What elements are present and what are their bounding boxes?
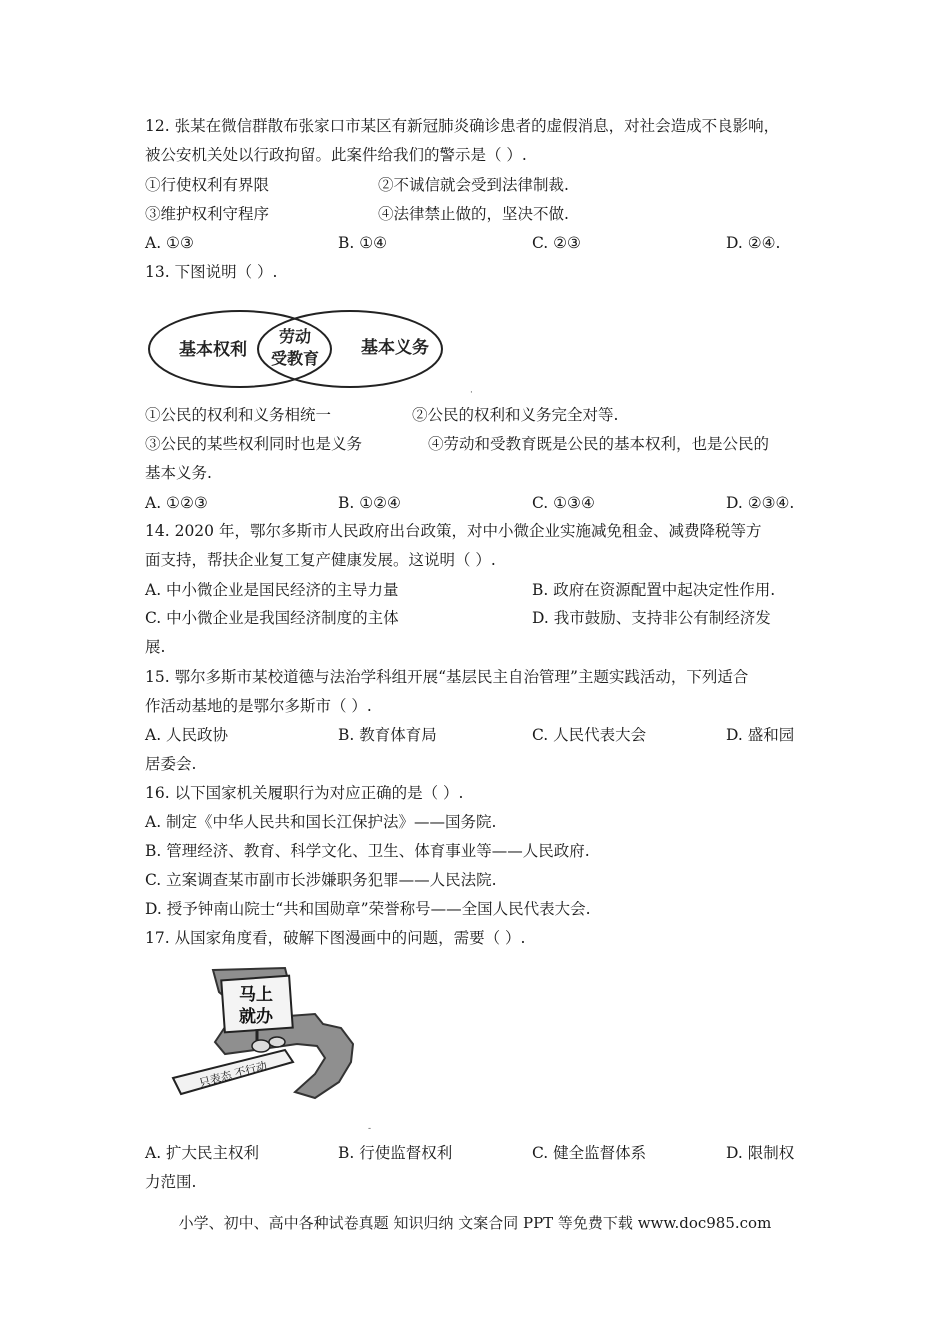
q14-option-d-cont: 展. — [145, 638, 166, 656]
hand-right — [269, 1037, 285, 1047]
q13-statement-4: ④劳动和受教育既是公民的基本权利，也是公民的 — [428, 435, 770, 453]
q15-option-d-cont: 居委会. — [145, 755, 197, 773]
q16-option-d: D. 授予钟南山院士“共和国勋章”荣誉称号——全国人民代表大会. — [145, 900, 591, 918]
q15-option-a: A. 人民政协 — [145, 726, 229, 744]
q14-option-b: B. 政府在资源配置中起决定性作用. — [532, 581, 776, 599]
q16-option-b: B. 管理经济、教育、科学文化、卫生、体育事业等——人民政府. — [145, 842, 590, 860]
q15-stem-line1: 15. 鄂尔多斯市某校道德与法治学科组开展“基层民主自治管理”主题实践活动，下列适合 — [145, 668, 749, 686]
q16-option-c: C. 立案调查某市副市长涉嫌职务犯罪——人民法院. — [145, 871, 497, 889]
q17-option-d-cont: 力范围. — [145, 1173, 197, 1191]
q14-option-a: A. 中小微企业是国民经济的主导力量 — [145, 581, 399, 599]
q15-stem-line2: 作活动基地的是鄂尔多斯市（ ）. — [145, 697, 372, 715]
q17-option-d: D. 限制权 — [726, 1144, 795, 1162]
venn-right-label: 基本义务 — [361, 338, 429, 358]
rights-duties-venn-diagram — [145, 306, 475, 392]
q15-option-d: D. 盛和园 — [726, 726, 795, 744]
stray-mark-2: - — [368, 1124, 372, 1134]
q17-stem: 17. 从国家角度看，破解下图漫画中的问题，需要（ ）. — [145, 929, 526, 947]
q13-statement-2: ②公民的权利和义务完全对等. — [412, 406, 619, 424]
ribbon-text: 只表态 不行动 — [197, 1059, 269, 1090]
q17-option-c: C. 健全监督体系 — [532, 1144, 647, 1162]
q13-option-c: C. ①③④ — [532, 494, 595, 512]
q14-stem-line1: 14. 2020 年，鄂尔多斯市人民政府出台政策，对中小微企业实施减免租金、减费降税等方 — [145, 522, 762, 540]
sign-text-line1: 马上 — [239, 985, 273, 1005]
q17-option-a: A. 扩大民主权利 — [145, 1144, 260, 1162]
q16-stem: 16. 以下国家机关履职行为对应正确的是（ ）. — [145, 784, 464, 802]
q12-statement-2: ②不诚信就会受到法律制裁. — [378, 176, 569, 194]
venn-center-label-bottom: 受教育 — [270, 349, 320, 368]
q16-option-a: A. 制定《中华人民共和国长江保护法》——国务院. — [145, 813, 497, 831]
q12-stem-line2: 被公安机关处以行政拘留。此案件给我们的警示是（ ）. — [145, 146, 527, 164]
q14-option-c: C. 中小微企业是我国经济制度的主体 — [145, 609, 399, 627]
page-footer: 小学、初中、高中各种试卷真题 知识归纳 文案合同 PPT 等免费下载 www.doc985.com — [178, 1214, 772, 1232]
q13-option-b: B. ①②④ — [338, 494, 401, 512]
cartoon-horse-character — [165, 962, 360, 1107]
q17-option-b: B. 行使监督权利 — [338, 1144, 453, 1162]
venn-left-label: 基本权利 — [179, 340, 247, 360]
q12-statement-1: ①行使权利有界限 — [145, 176, 270, 194]
stray-mark: · — [470, 388, 473, 398]
q15-option-c: C. 人民代表大会 — [532, 726, 647, 744]
q13-statement-1: ①公民的权利和义务相统一 — [145, 406, 332, 424]
q12-stem-line1: 12. 张某在微信群散布张家口市某区有新冠肺炎确诊患者的虚假消息，对社会造成不良影响， — [145, 117, 780, 135]
q13-statement-4-cont: 基本义务. — [145, 464, 212, 482]
q14-stem-line2: 面支持，帮扶企业复工复产健康发展。这说明（ ）. — [145, 551, 496, 569]
q13-statement-3: ③公民的某些权利同时也是义务 — [145, 435, 363, 453]
q13-stem: 13. 下图说明（ ）. — [145, 263, 278, 281]
q12-option-b: B. ①④ — [338, 234, 388, 252]
q12-option-c: C. ②③ — [532, 234, 581, 252]
q12-statement-3: ③维护权利守程序 — [145, 205, 270, 223]
venn-center-label-top: 劳动 — [278, 327, 312, 346]
q12-option-a: A. ①③ — [145, 234, 194, 252]
q12-statement-4: ④法律禁止做的，坚决不做. — [378, 205, 569, 223]
q14-option-d: D. 我市鼓励、支持非公有制经济发 — [532, 609, 771, 627]
q12-option-d: D. ②④. — [726, 234, 781, 252]
q13-option-d: D. ②③④. — [726, 494, 795, 512]
sign-text-line2: 就办 — [239, 1007, 273, 1027]
q13-option-a: A. ①②③ — [145, 494, 208, 512]
q15-option-b: B. 教育体育局 — [338, 726, 437, 744]
hand-left — [252, 1040, 270, 1052]
